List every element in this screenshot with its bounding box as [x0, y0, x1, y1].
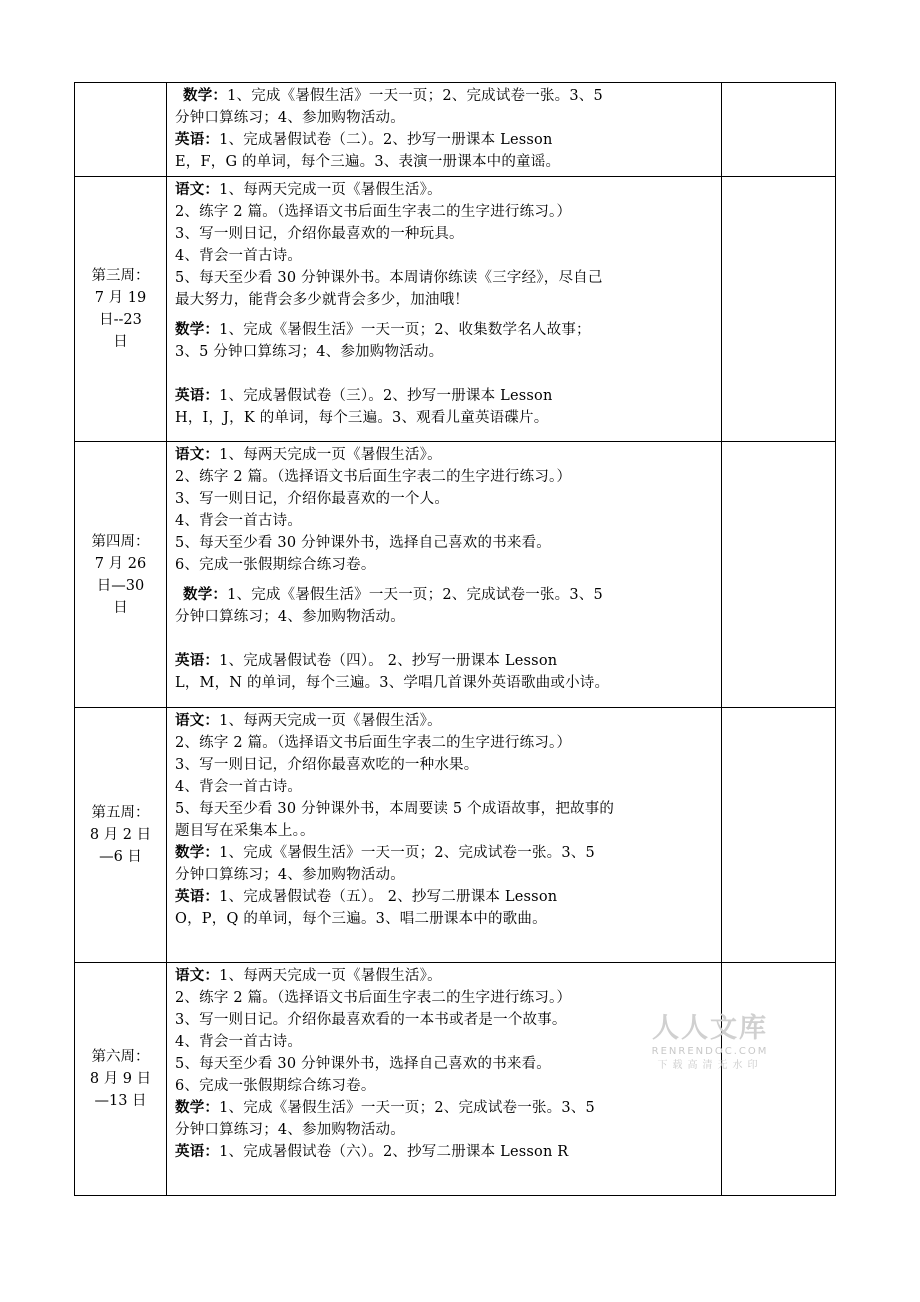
week-cell — [75, 83, 167, 177]
table-row — [75, 708, 836, 963]
tasks-cell: 数学：1、完成《暑假生活》一天一页；2、完成试卷一张。3、5 分钟口算练习；4、参加购物活动。 英语：1、完成暑假试卷（二）。2、抄写一册课本 Lesson E，F，G 的单词，每个三遍。3、表演一册课本中的童谣。 — [167, 83, 722, 177]
watermark — [648, 1013, 772, 1073]
tasks-cell: 语文：1、每两天完成一页《暑假生活》。 2、练字 2 篇。（选择语文书后面生字表二的生字进行练习。） 3、写一则日记，介绍你最喜欢的一种玩具。 4、背会一首古诗。 5、每天至少看 30 分钟课外书。本周请你练读《三字经》，尽自己 最大努力，能背会多少就背会多少，加油哦！ 数学：1、完成《暑假生活》一天一页；2、收集数学名人故事； 3、5 分钟口算练习；4、参加购物活动。 英语：1、完成暑假试卷（三）。2、抄写一册课本 Lesson H，I，J，K 的单词，每个三遍。3、观看儿童英语碟片。 — [167, 177, 722, 442]
watermark-logo-text: 人人文库 — [652, 1013, 768, 1044]
math-label: 数学： — [183, 586, 228, 603]
table-row — [75, 83, 836, 177]
math-label: 数学： — [175, 844, 220, 861]
english-label: 英语： — [175, 1143, 220, 1160]
tasks-cell: 语文：1、每两天完成一页《暑假生活》。 2、练字 2 篇。（选择语文书后面生字表二的生字进行练习。） 3、写一则日记。介绍你最喜欢看的一本书或者是一个故事。 4、背会一首古诗。 5、每天至少看 30 分钟课外书，选择自己喜欢的书来看。 6、完成一张假期综合练习卷。 数学：1、完成《暑假生活》一天一页；2、完成试卷一张。3、5 分钟口算练习；4、参加购物活动。 英语：1、完成暑假试卷（六）。2、抄写二册课本 Lesson R — [167, 963, 722, 1196]
chinese-label: 语文： — [175, 446, 220, 463]
notes-cell — [722, 442, 836, 708]
chinese-label: 语文： — [175, 712, 220, 729]
watermark-domain: RENRENDOC.COM — [651, 1046, 769, 1057]
notes-cell — [722, 177, 836, 442]
week-cell: 第六周： 8 月 9 日 —13 日 — [75, 963, 167, 1196]
english-label: 英语： — [175, 387, 220, 404]
week-cell: 第五周： 8 月 2 日 —6 日 — [75, 708, 167, 963]
notes-cell — [722, 83, 836, 177]
watermark-slogan: 下载高清无水印 — [657, 1060, 763, 1071]
english-label: 英语： — [175, 131, 220, 148]
math-label: 数学： — [175, 1099, 220, 1116]
notes-cell — [722, 708, 836, 963]
table-row — [75, 177, 836, 442]
english-label: 英语： — [175, 652, 220, 669]
notes-cell — [722, 963, 836, 1196]
english-label: 英语： — [175, 888, 220, 905]
table-row — [75, 442, 836, 708]
tasks-cell: 语文：1、每两天完成一页《暑假生活》。 2、练字 2 篇。（选择语文书后面生字表二的生字进行练习。） 3、写一则日记，介绍你最喜欢的一个人。 4、背会一首古诗。 5、每天至少看 30 分钟课外书，选择自己喜欢的书来看。 6、完成一张假期综合练习卷。 数学：1、完成《暑假生活》一天一页；2、完成试卷一张。3、5 分钟口算练习；4、参加购物活动。 英语：1、完成暑假试卷（四）。 2、抄写一册课本 Lesson L，M，N 的单词，每个三遍。3、学唱几首课外英语歌曲或小诗。 — [167, 442, 722, 708]
math-label: 数学： — [175, 321, 220, 338]
chinese-label: 语文： — [175, 967, 220, 984]
tasks-cell: 语文：1、每两天完成一页《暑假生活》。 2、练字 2 篇。（选择语文书后面生字表二的生字进行练习。） 3、写一则日记，介绍你最喜欢吃的一种水果。 4、背会一首古诗。 5、每天至少看 30 分钟课外书，本周要读 5 个成语故事，把故事的 题目写在采集本上。。 数学：1、完成《暑假生活》一天一页；2、完成试卷一张。3、5 分钟口算练习；4、参加购物活动。 英语：1、完成暑假试卷（五）。 2、抄写二册课本 Lesson O，P，Q 的单词，每个三遍。3、唱二册课本中的歌曲。 — [167, 708, 722, 963]
week-cell: 第三周： 7 月 19 日--23 日 — [75, 177, 167, 442]
week-cell: 第四周： 7 月 26 日—30 日 — [75, 442, 167, 708]
math-label: 数学： — [183, 87, 228, 104]
table-row — [75, 963, 836, 1196]
chinese-label: 语文： — [175, 181, 220, 198]
